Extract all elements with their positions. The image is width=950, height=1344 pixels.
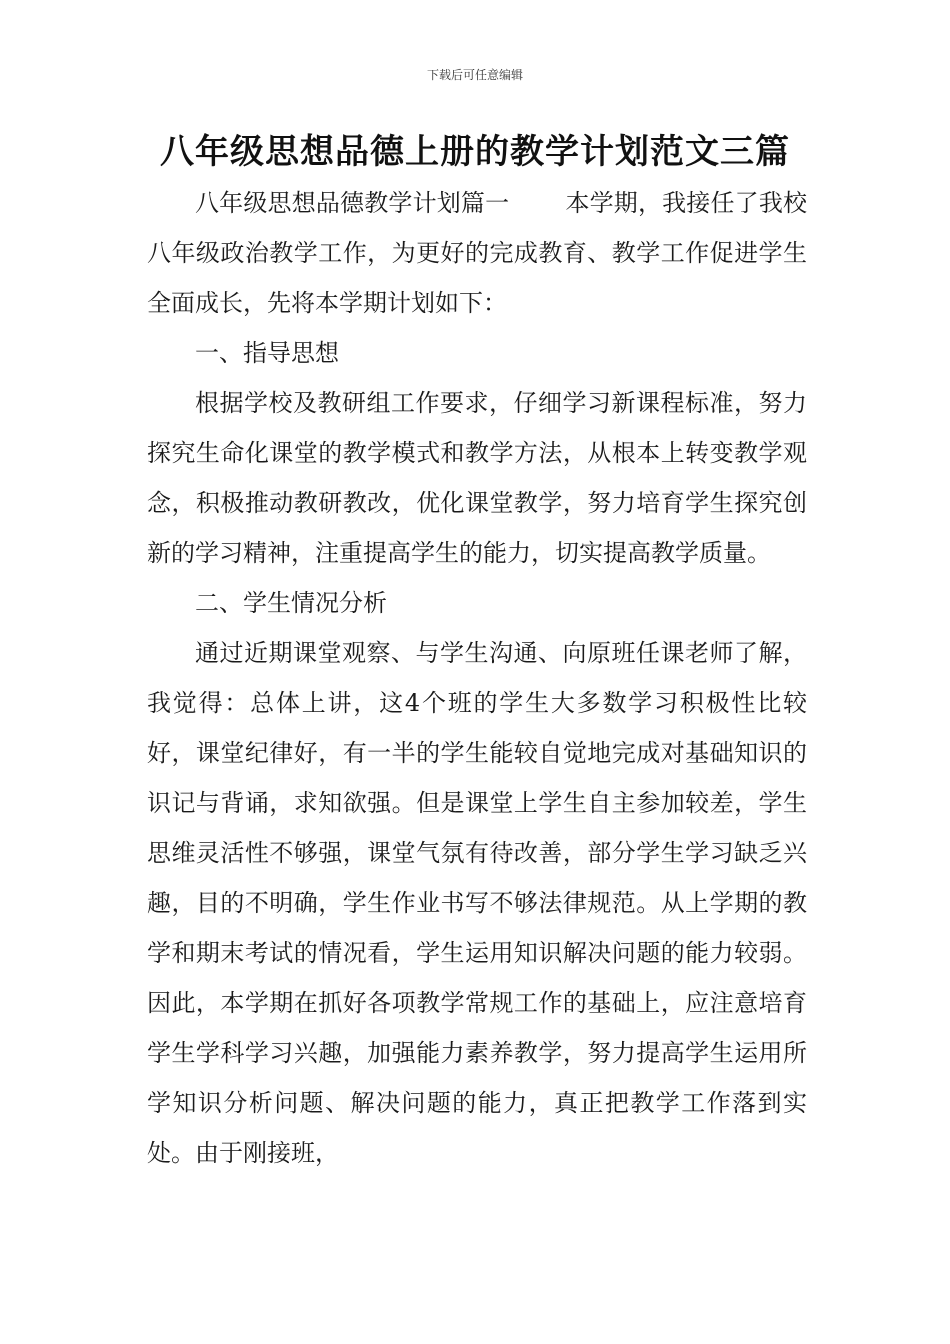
intro-paragraph	[147, 178, 807, 328]
section-heading-guiding-ideology: 一、指导思想	[195, 339, 339, 367]
section-heading-student-analysis: 二、学生情况分析	[195, 589, 387, 617]
intro-text: 本学期，我接任了我校八年级政治教学工作，为更好的完成教育、教学工作促进学生全面成长，先将本学期计划如下：	[147, 189, 808, 317]
section-text-student-analysis: 通过近期课堂观察、与学生沟通、向原班任课老师了解，我觉得：总体上讲，这4个班的学生大多数学习积极性比较好，课堂纪律好，有一半的学生能较自觉地完成对基础知识的识记与背诵，求知欲强。但是课堂上学生自主参加较差，学生思维灵活性不够强，课堂气氛有待改善，部分学生学习缺乏兴趣，目的不明确，学生作业书写不够法律规范。从上学期的教学和期末考试的情况看，学生运用知识解决问题的能力较弱。因此，本学期在抓好各项教学常规工作的基础上，应注意培育学生学科学习兴趣，加强能力素养教学，努力提高学生运用所学知识分析问题、解决问题的能力，真正把教学工作落到实处。由于刚接班，	[147, 639, 807, 1167]
document-title: 八年级思想品德上册的教学计划范文三篇	[160, 132, 790, 172]
intro-subtitle: 八年级思想品德教学计划篇一	[195, 189, 510, 217]
header-note: 下载后可任意编辑	[426, 68, 523, 82]
section-text-guiding-ideology: 根据学校及教研组工作要求，仔细学习新课程标准，努力探究生命化课堂的教学模式和教学方法，从根本上转变教学观念，积极推动教研教改，优化课堂教学，努力培育学生探究创新的学习精神，注重提高学生的能力，切实提高教学质量。	[147, 389, 807, 567]
document-body	[147, 178, 807, 1178]
